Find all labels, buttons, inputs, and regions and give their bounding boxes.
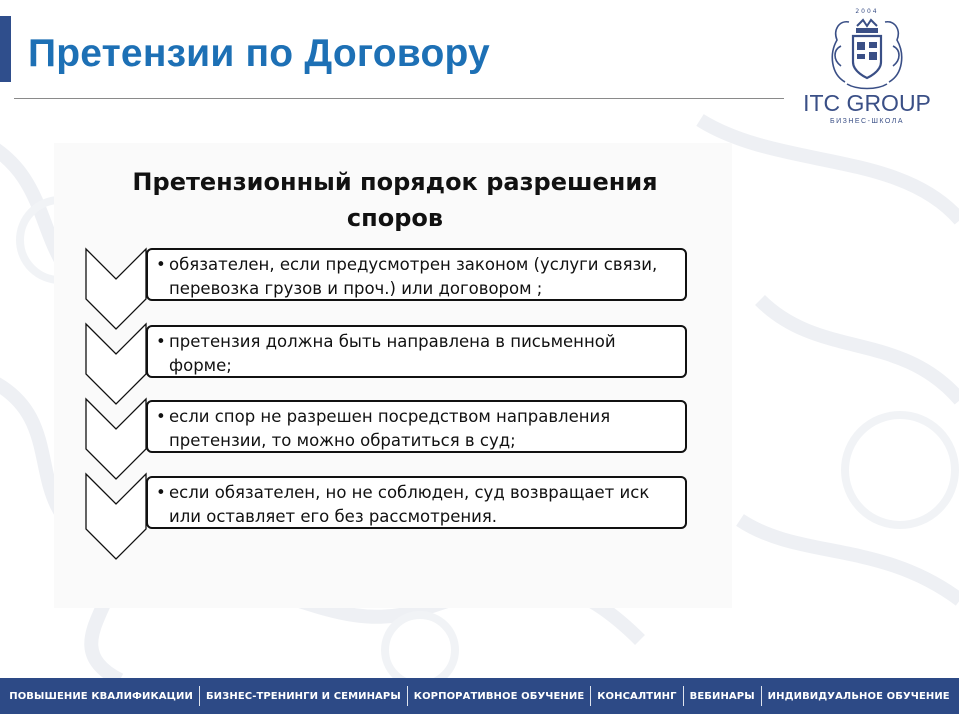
logo-name: ITC GROUP — [803, 90, 931, 116]
logo-subtitle: БИЗНЕС-ШКОЛА — [829, 118, 904, 125]
bullet-mark: • — [156, 255, 166, 274]
chevron-arrow-3 — [86, 399, 146, 479]
footer-separator — [199, 686, 200, 706]
footer-bar — [0, 678, 959, 714]
footer-link-webinars[interactable]: ВЕБИНАРЫ — [689, 690, 755, 702]
chevron-arrow-2 — [86, 324, 146, 404]
bullet-mark: • — [156, 407, 166, 426]
claim-rule-text: если обязателен, но не соблюден, суд возвращает иск или оставляет его без рассмотрения. — [169, 483, 650, 526]
diagram-heading: Претензионный порядок разрешения споров — [132, 168, 658, 232]
footer-link-trainings[interactable]: БИЗНЕС-ТРЕНИНГИ И СЕМИНАРЫ — [205, 690, 401, 702]
claim-rule-text: обязателен, если предусмотрен законом (услуги связи, перевозка грузов и проч.) или договором ; — [169, 255, 658, 298]
claim-rule-box-4 — [146, 476, 687, 529]
footer-link-corporate[interactable]: КОРПОРАТИВНОЕ ОБУЧЕНИЕ — [413, 690, 585, 702]
chevron-arrow-4 — [86, 474, 146, 559]
logo-year: 2004 — [855, 8, 879, 15]
claim-rule-text: если спор не разрешен посредством направления претензии, то можно обратиться в суд; — [169, 407, 611, 450]
slide-title: Претензии по Договору — [28, 32, 490, 75]
footer-separator — [407, 686, 408, 706]
footer-link-qualification[interactable]: ПОВЫШЕНИЕ КВАЛИФИКАЦИИ — [9, 690, 193, 702]
footer-link-individual[interactable]: ИНДИВИДУАЛЬНОЕ ОБУЧЕНИЕ — [767, 690, 950, 702]
footer-separator — [761, 686, 762, 706]
footer-separator — [683, 686, 684, 706]
footer-link-consulting[interactable]: КОНСАЛТИНГ — [597, 690, 677, 702]
bullet-mark: • — [156, 332, 166, 351]
chevron-arrow-1 — [86, 249, 146, 329]
claim-rule-box-2 — [146, 325, 687, 378]
claim-rule-box-1 — [146, 248, 687, 301]
footer-separator — [590, 686, 591, 706]
claim-rule-box-3 — [146, 400, 687, 453]
claim-rule-text: претензия должна быть направлена в письменной форме; — [169, 332, 616, 375]
bullet-mark: • — [156, 483, 166, 502]
